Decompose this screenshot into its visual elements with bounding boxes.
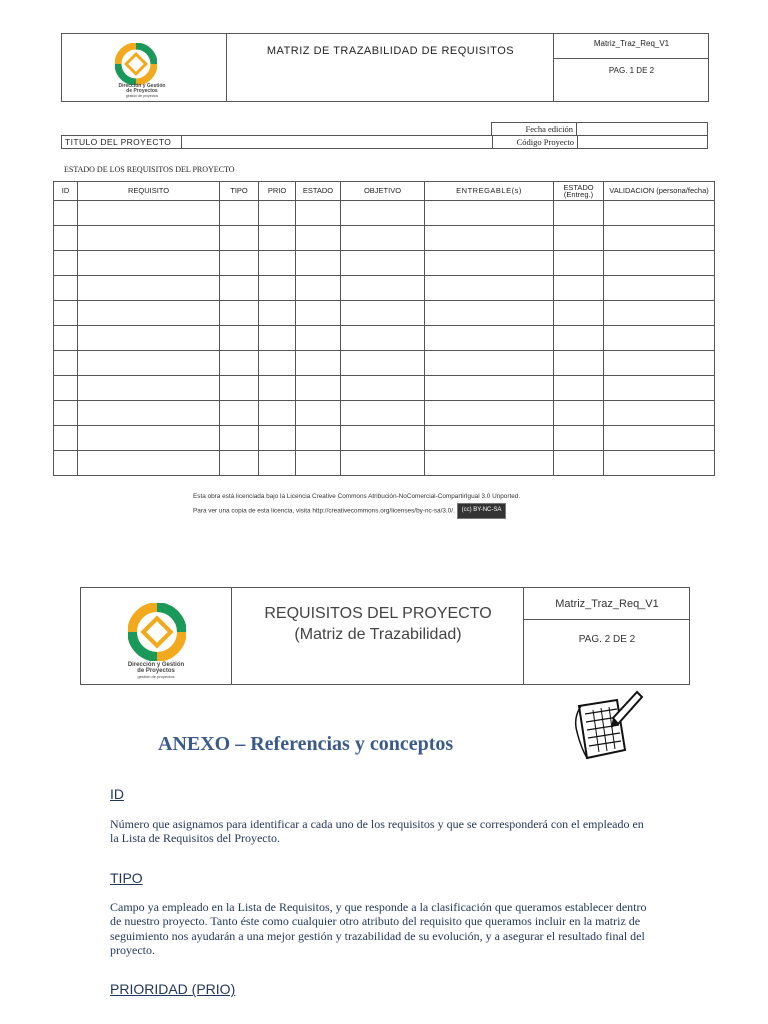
logo-line2: de Proyectos xyxy=(126,88,158,95)
page2-logo xyxy=(81,588,231,684)
table-cell[interactable] xyxy=(425,376,554,401)
table-cell[interactable] xyxy=(78,201,220,226)
table-cell[interactable] xyxy=(78,301,220,326)
table-cell[interactable] xyxy=(341,451,425,476)
table-cell[interactable] xyxy=(341,301,425,326)
table-row xyxy=(54,276,715,301)
table-cell[interactable] xyxy=(259,226,296,251)
logo-line2: de Proyectos xyxy=(137,668,175,675)
table-cell[interactable] xyxy=(341,401,425,426)
table-cell[interactable] xyxy=(554,226,604,251)
annex-section-id xyxy=(110,786,655,846)
table-cell[interactable] xyxy=(54,376,78,401)
page1-header xyxy=(61,33,709,102)
annex-heading-prioridad: PRIORIDAD (PRIO) xyxy=(110,981,236,998)
table-cell[interactable] xyxy=(78,376,220,401)
table-cell[interactable] xyxy=(296,276,341,301)
table-cell[interactable] xyxy=(554,201,604,226)
table-cell[interactable] xyxy=(554,376,604,401)
license-line1: Esta obra está licenciada bajo la Licencia Creative Commons Atribución-NoComercial-CompartirIgual 3.0 Unported. xyxy=(193,493,521,500)
table-cell[interactable] xyxy=(425,426,554,451)
table-cell[interactable] xyxy=(604,426,715,451)
table-cell[interactable] xyxy=(425,451,554,476)
table-row xyxy=(54,326,715,351)
col-id: ID xyxy=(54,182,78,201)
table-cell[interactable] xyxy=(296,201,341,226)
table-cell[interactable] xyxy=(341,426,425,451)
table-cell[interactable] xyxy=(604,226,715,251)
table-cell[interactable] xyxy=(554,401,604,426)
annex-section-prioridad xyxy=(110,981,655,997)
project-info-row xyxy=(61,135,708,149)
table-cell[interactable] xyxy=(341,226,425,251)
table-row xyxy=(54,426,715,451)
codigo-proyecto-label: Código Proyecto xyxy=(493,136,578,149)
table-cell[interactable] xyxy=(78,351,220,376)
table-cell[interactable] xyxy=(554,251,604,276)
table-cell[interactable] xyxy=(604,351,715,376)
codigo-proyecto-value[interactable] xyxy=(578,136,708,149)
table-cell[interactable] xyxy=(554,276,604,301)
table-cell[interactable] xyxy=(78,401,220,426)
table-cell[interactable] xyxy=(220,326,259,351)
table-row xyxy=(54,451,715,476)
table-row xyxy=(54,226,715,251)
table-cell[interactable] xyxy=(220,276,259,301)
table-cell[interactable] xyxy=(220,201,259,226)
table-cell[interactable] xyxy=(220,426,259,451)
annex-heading-id: ID xyxy=(110,786,124,802)
annex-heading-tipo: TIPO xyxy=(110,869,143,886)
table-cell[interactable] xyxy=(78,251,220,276)
table-cell[interactable] xyxy=(554,301,604,326)
table-row xyxy=(54,201,715,226)
table-cell[interactable] xyxy=(220,251,259,276)
col-objetivo: OBJETIVO xyxy=(341,182,425,201)
requirements-body xyxy=(54,201,715,476)
table-cell[interactable] xyxy=(296,401,341,426)
table-cell[interactable] xyxy=(259,376,296,401)
table-cell[interactable] xyxy=(604,201,715,226)
license-line2: Para ver una copia de esta licencia, visita http://creativecommons.org/licenses/by-nc-sa/3.0/. xyxy=(193,507,455,515)
col-estado-entreg: ESTADO (Entreg.) xyxy=(554,182,604,201)
annex-body-id: Número que asignamos para identificar a cada uno de los requisitos y que se corresponderá con el empleado en la Lista de Requisitos del Proyecto. xyxy=(110,817,644,846)
table-cell[interactable] xyxy=(604,276,715,301)
table-cell[interactable] xyxy=(296,451,341,476)
table-cell[interactable] xyxy=(604,251,715,276)
table-cell[interactable] xyxy=(425,226,554,251)
table-cell[interactable] xyxy=(425,251,554,276)
page1-doc-title: MATRIZ DE TRAZABILIDAD DE REQUISITOS xyxy=(266,45,515,57)
page1-code-cell xyxy=(553,34,709,101)
col-requisito: REQUISITO xyxy=(78,182,220,201)
table-cell[interactable] xyxy=(54,426,78,451)
table-cell[interactable] xyxy=(296,326,341,351)
col-validacion: VALIDACION (persona/fecha) xyxy=(604,182,715,201)
table-row xyxy=(54,401,715,426)
annex-body-tipo: Campo ya empleado en la Lista de Requisitos, y que responde a la clasificación que queramos establecer dentro de nuestro proyecto. Tanto éste como cualquier otro atributo del requisito que queramos incluir en la matriz de seguimiento nos ayudarán a una mejor gestión y trazabilidad de su evolución, y a asegurar el resultado final del proyecto. xyxy=(110,899,647,957)
table-cell[interactable] xyxy=(259,276,296,301)
table-cell[interactable] xyxy=(425,401,554,426)
logo-line1: Dirección y Gestión xyxy=(118,83,166,89)
document-pencil-icon xyxy=(567,688,645,768)
table-row xyxy=(54,376,715,401)
fecha-edicion-label: Fecha edición xyxy=(492,123,577,136)
table-cell[interactable] xyxy=(341,351,425,376)
table-cell[interactable] xyxy=(425,201,554,226)
table-cell[interactable] xyxy=(341,201,425,226)
table-cell[interactable] xyxy=(54,401,78,426)
table-cell[interactable] xyxy=(54,201,78,226)
table-cell[interactable] xyxy=(425,351,554,376)
table-cell[interactable] xyxy=(78,226,220,251)
section-title: ESTADO DE LOS REQUISITOS DEL PROYECTO xyxy=(64,165,235,174)
table-cell[interactable] xyxy=(259,201,296,226)
table-cell[interactable] xyxy=(554,351,604,376)
page1-doc-code: Matriz_Traz_Req_V1 xyxy=(593,39,670,48)
table-cell[interactable] xyxy=(78,426,220,451)
titulo-proyecto-value[interactable] xyxy=(182,136,493,149)
table-cell[interactable] xyxy=(554,326,604,351)
table-cell[interactable] xyxy=(220,351,259,376)
titulo-proyecto-label: TITULO DEL PROYECTO xyxy=(62,136,182,149)
cc-license-badge[interactable]: (cc) BY-NC-SA xyxy=(457,503,507,518)
page1-page-label: PAG. 1 DE 2 xyxy=(608,66,655,75)
fecha-edicion-value[interactable] xyxy=(577,123,708,136)
table-cell[interactable] xyxy=(259,326,296,351)
col-estado: ESTADO xyxy=(296,182,341,201)
table-cell[interactable] xyxy=(296,351,341,376)
col-prio: PRIO xyxy=(259,182,296,201)
requirements-table xyxy=(53,181,715,476)
table-cell[interactable] xyxy=(554,451,604,476)
page2-header xyxy=(80,587,690,685)
table-cell[interactable] xyxy=(604,401,715,426)
annex-sections xyxy=(110,786,655,997)
table-row xyxy=(54,301,715,326)
table-cell[interactable] xyxy=(604,451,715,476)
table-row xyxy=(54,251,715,276)
table-cell[interactable] xyxy=(341,276,425,301)
annex-section-tipo xyxy=(110,870,655,958)
logo-line3: gestión de proyectos xyxy=(125,93,159,98)
page1-logo xyxy=(62,34,226,101)
requirements-header-row xyxy=(54,182,715,201)
table-cell[interactable] xyxy=(604,301,715,326)
table-cell[interactable] xyxy=(554,426,604,451)
table-cell[interactable] xyxy=(604,376,715,401)
license-block xyxy=(193,491,520,519)
table-cell[interactable] xyxy=(604,326,715,351)
logo-icon xyxy=(115,43,157,85)
table-cell[interactable] xyxy=(54,451,78,476)
page2-page-label: PAG. 2 DE 2 xyxy=(578,634,636,645)
project-info-right xyxy=(491,122,708,136)
table-cell[interactable] xyxy=(259,251,296,276)
page2-code-cell xyxy=(523,588,690,684)
table-row xyxy=(54,351,715,376)
table-cell[interactable] xyxy=(54,301,78,326)
page2-doc-subtitle: (Matriz de Trazabilidad) xyxy=(294,625,462,643)
table-cell[interactable] xyxy=(259,351,296,376)
annex-title: ANEXO – Referencias y conceptos xyxy=(158,733,454,755)
table-cell[interactable] xyxy=(341,376,425,401)
page2-title-cell xyxy=(231,588,524,684)
table-cell[interactable] xyxy=(54,251,78,276)
table-cell[interactable] xyxy=(220,376,259,401)
table-cell[interactable] xyxy=(341,326,425,351)
col-tipo: TIPO xyxy=(220,182,259,201)
table-cell[interactable] xyxy=(220,226,259,251)
table-cell[interactable] xyxy=(259,426,296,451)
table-cell[interactable] xyxy=(259,301,296,326)
table-cell[interactable] xyxy=(425,276,554,301)
table-cell[interactable] xyxy=(259,401,296,426)
col-entregable: ENTREGABLE(s) xyxy=(425,182,554,201)
table-cell[interactable] xyxy=(296,426,341,451)
table-cell[interactable] xyxy=(54,226,78,251)
table-cell[interactable] xyxy=(296,301,341,326)
table-cell[interactable] xyxy=(259,451,296,476)
page2-doc-title: REQUISITOS DEL PROYECTO xyxy=(264,605,492,622)
table-cell[interactable] xyxy=(296,226,341,251)
table-cell[interactable] xyxy=(296,376,341,401)
table-cell[interactable] xyxy=(54,276,78,301)
table-cell[interactable] xyxy=(220,401,259,426)
page2-doc-code: Matriz_Traz_Req_V1 xyxy=(555,598,659,610)
table-cell[interactable] xyxy=(78,326,220,351)
logo-line3: gestión de proyectos xyxy=(137,673,175,679)
table-cell[interactable] xyxy=(54,326,78,351)
table-cell[interactable] xyxy=(78,451,220,476)
table-cell[interactable] xyxy=(296,251,341,276)
table-cell[interactable] xyxy=(425,301,554,326)
page1-title-cell xyxy=(226,34,554,101)
logo-icon xyxy=(128,603,186,661)
table-cell[interactable] xyxy=(220,301,259,326)
table-cell[interactable] xyxy=(341,251,425,276)
table-cell[interactable] xyxy=(220,451,259,476)
logo-line1: Dirección y Gestión xyxy=(127,662,185,668)
table-cell[interactable] xyxy=(425,326,554,351)
table-cell[interactable] xyxy=(78,276,220,301)
table-cell[interactable] xyxy=(54,351,78,376)
